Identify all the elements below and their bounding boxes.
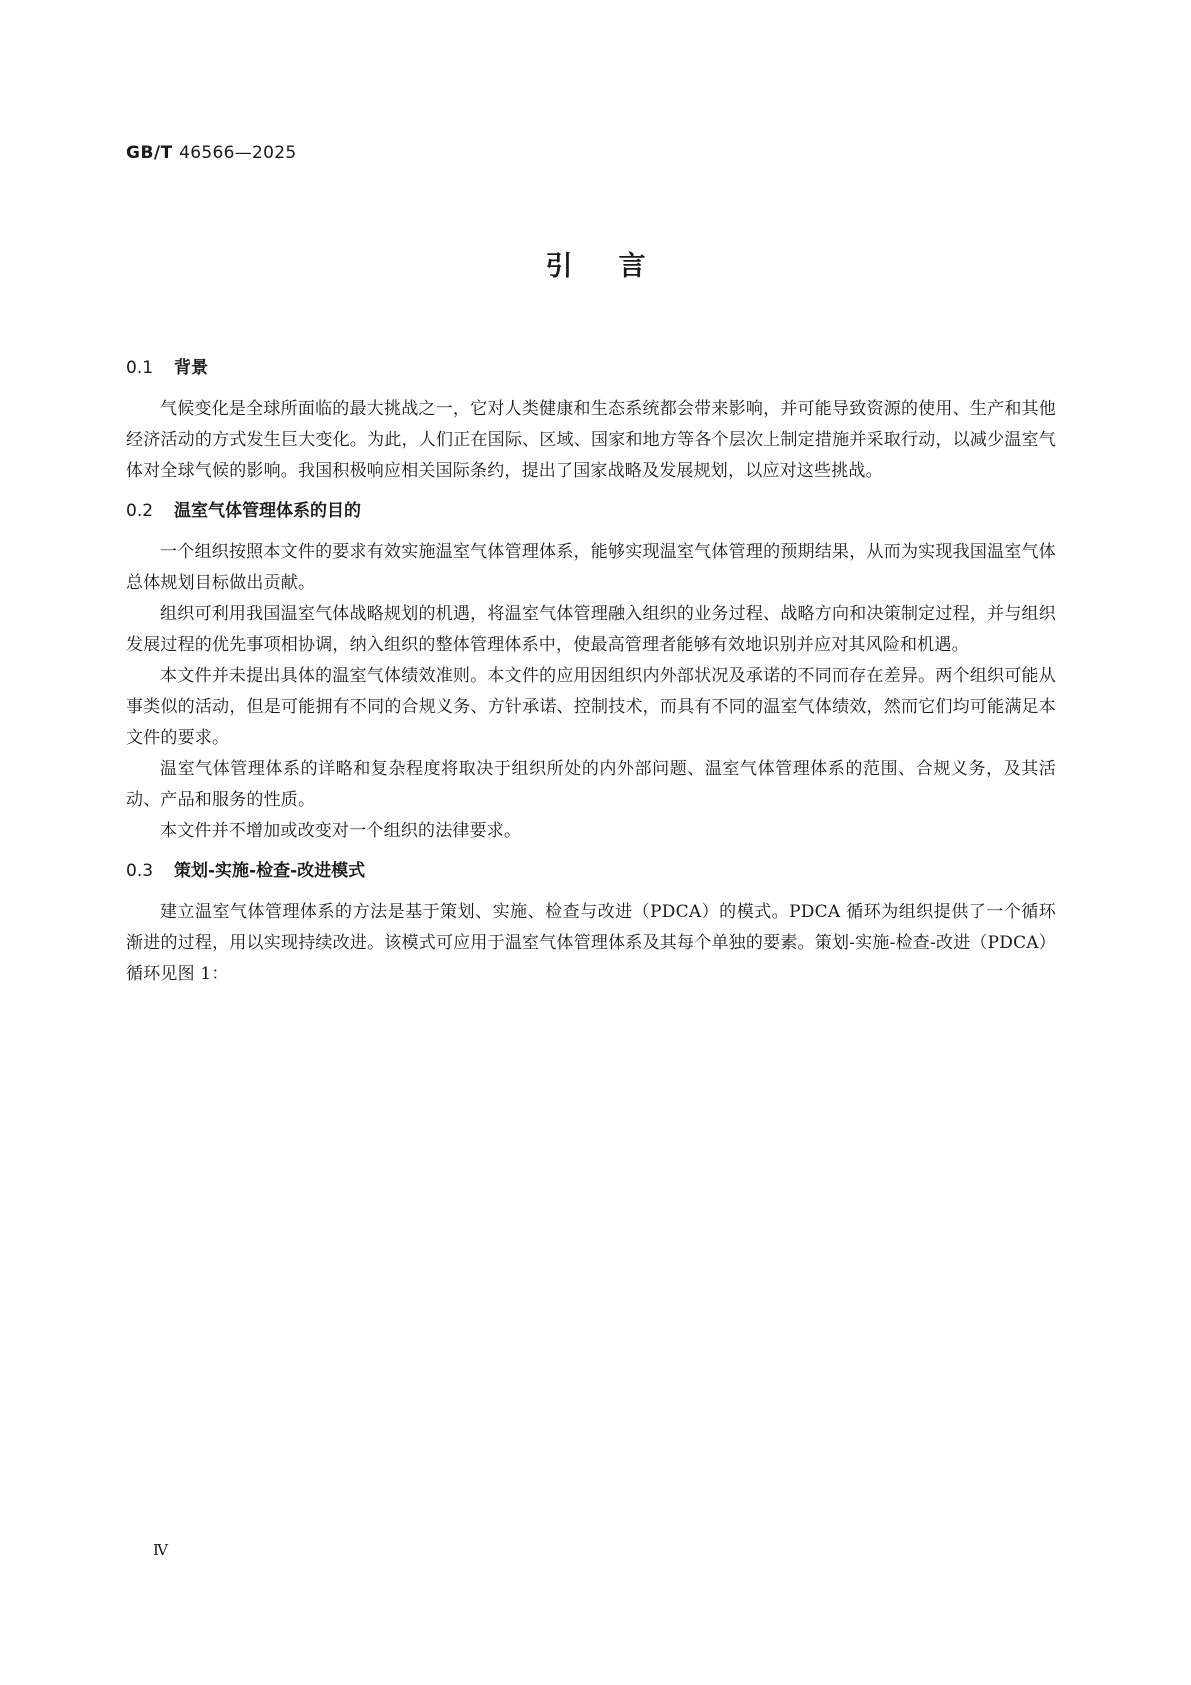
paragraph: 本文件并未提出具体的温室气体绩效准则。本文件的应用因组织内外部状况及承诺的不同而存在差异。两个组织可能从事类似的活动，但是可能拥有不同的合规义务、方针承诺、控制技术，而具有不同的温室气体绩效，然而它们均可能满足本文件的要求。 — [126, 666, 1056, 748]
section-purpose — [126, 499, 1056, 847]
document-body — [126, 356, 1056, 990]
section-title: 策划-实施-检查-改进模式 — [174, 861, 366, 881]
standard-number: 46566—2025 — [179, 143, 297, 163]
section-number: 0.2 — [126, 501, 154, 521]
page-number: Ⅳ — [153, 1541, 168, 1559]
section-number: 0.3 — [126, 861, 154, 881]
section-number: 0.1 — [126, 358, 154, 378]
paragraph: 温室气体管理体系的详略和复杂程度将取决于组织所处的内外部问题、温室气体管理体系的范围、合规义务，及其活动、产品和服务的性质。 — [126, 759, 1056, 810]
section-background — [126, 356, 1056, 487]
section-title: 温室气体管理体系的目的 — [174, 501, 361, 521]
paragraph: 一个组织按照本文件的要求有效实施温室气体管理体系，能够实现温室气体管理的预期结果，从而为实现我国温室气体总体规划目标做出贡献。 — [126, 542, 1056, 593]
standard-code — [126, 143, 296, 163]
section-title: 背景 — [174, 358, 208, 378]
section-heading — [126, 499, 1056, 523]
standard-prefix: GB/T — [126, 143, 173, 163]
paragraph: 组织可利用我国温室气体战略规划的机遇，将温室气体管理融入组织的业务过程、战略方向和决策制定过程，并与组织发展过程的优先事项相协调，纳入组织的整体管理体系中，使最高管理者能够有效地识别并应对其风险和机遇。 — [126, 604, 1056, 655]
section-pdca-model — [126, 859, 1056, 990]
paragraph: 气候变化是全球所面临的最大挑战之一，它对人类健康和生态系统都会带来影响，并可能导致资源的使用、生产和其他经济活动的方式发生巨大变化。为此，人们正在国际、区域、国家和地方等各个层次上制定措施并采取行动，以减少温室气体对全球气候的影响。我国积极响应相关国际条约，提出了国家战略及发展规划，以应对这些挑战。 — [126, 399, 1056, 481]
paragraph: 本文件并不增加或改变对一个组织的法律要求。 — [160, 821, 522, 841]
section-heading — [126, 859, 1056, 883]
section-heading — [126, 356, 1056, 380]
page-title: 引言 — [545, 251, 692, 282]
paragraph: 建立温室气体管理体系的方法是基于策划、实施、检查与改进（PDCA）的模式。PDCA 循环为组织提供了一个循环渐进的过程，用以实现持续改进。该模式可应用于温室气体管理体系及其每个单独的要素。策划-实施-检查-改进（PDCA）循环见图 1： — [126, 902, 1056, 984]
